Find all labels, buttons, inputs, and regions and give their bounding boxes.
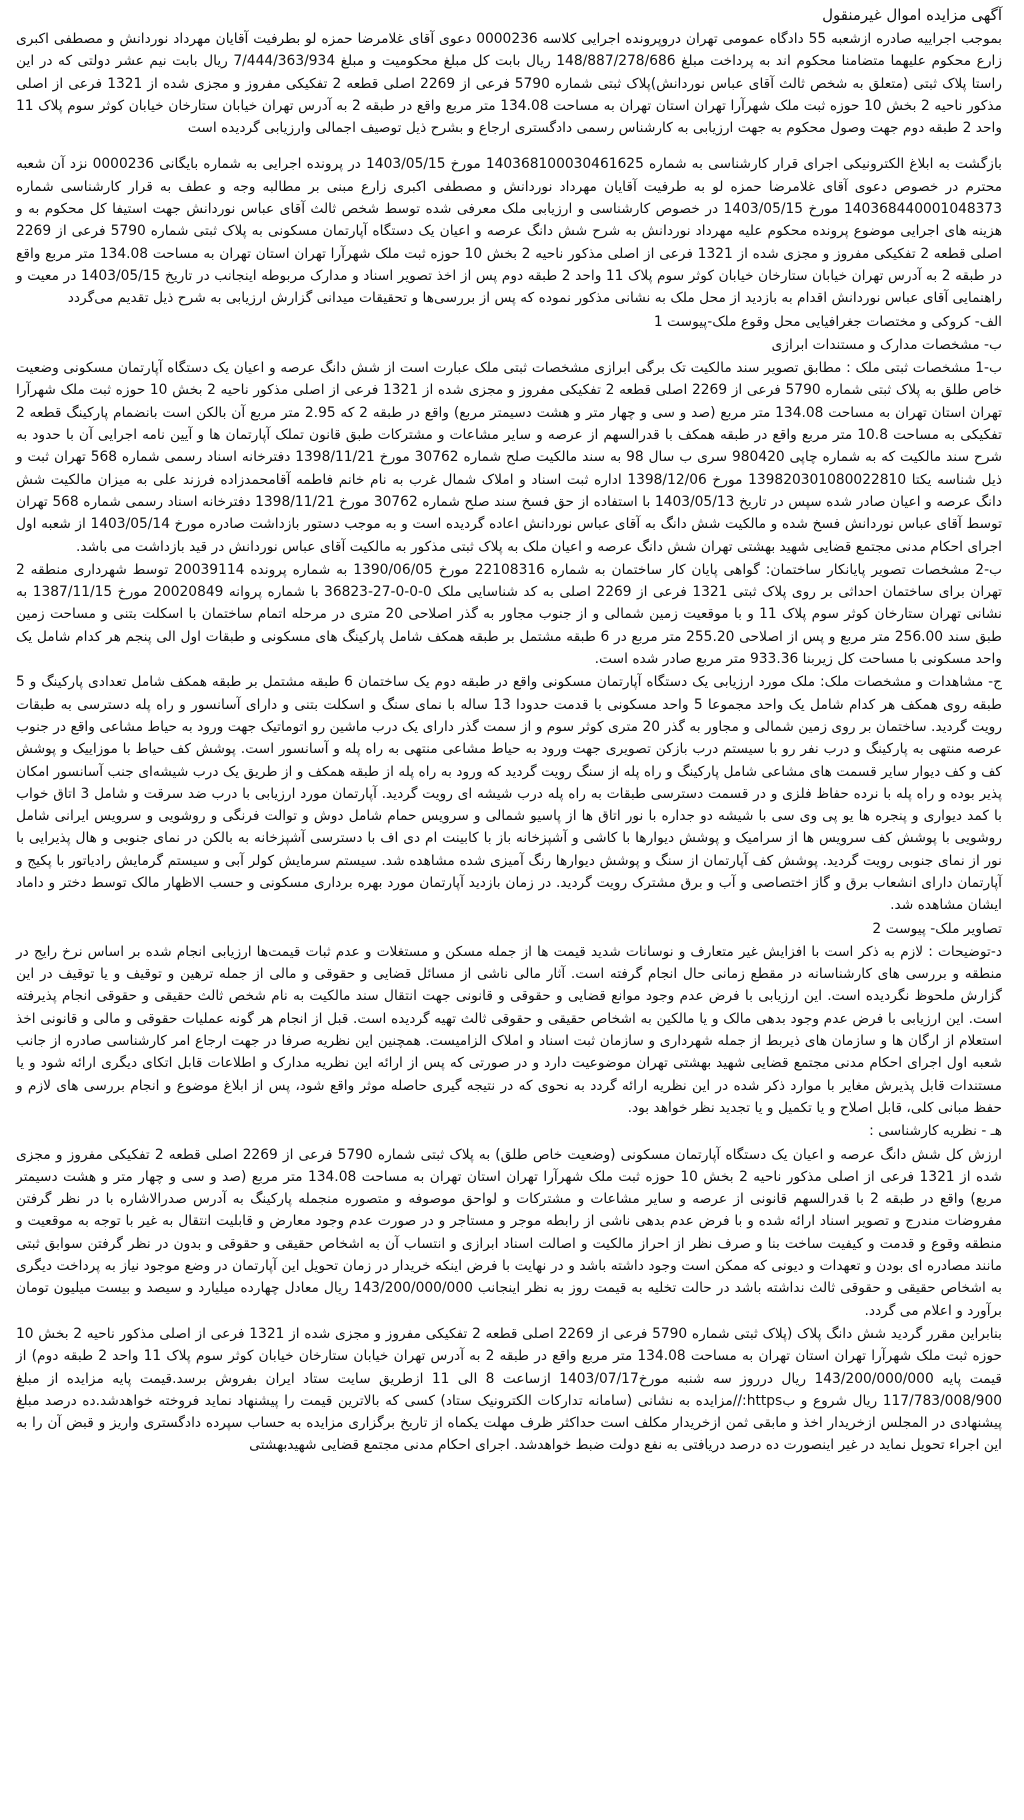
observations-paragraph: ج- مشاهدات و مشخصات ملک: ملک مورد ارزیابی یک دستگاه آپارتمان مسکونی واقع در طبقه دوم یک ساختمان 6 طبقه مشتمل بر طبقه همکف شامل تعدادی پارکینگ و 5 طبقه روی همکف هر کدام شامل یک واحد مجموعا 5 واحد مسکونی با قدمت حدودا 13 ساله با نمای سنگ و اسکلت بتنی و دارای آسانسور و راه پله دسترسی به طبقات رویت گردید. ساختمان بر روی زمین شمالی و مجاور به گذر 20 متری کوثر سوم و از سمت گذر دارای یک درب ماشین رو اتوماتیک جهت ورود به حیاط مشاعی واقع در جنوب عرصه منتهی به پارکینگ و درب نفر رو با سیستم درب بازکن تصویری جهت ورود به حیاط مشاعی منتهی به راه پله و آسانسور است. پوشش کف حیاط با موزاییک و پوشش کف و کف دیوار سایر قسمت های مشاعی شامل پارکینگ و راه پله از سنگ رویت گردید که ورود به راه پله از طبقه همکف و از طریق یک درب شیشه‌ای جنب آسانسور امکان پذیر بوده و راه پله با نرده حفاظ فلزی و در قسمت دسترسی طبقات به راه پله درب شیشه ای رویت گردید. آپارتمان مورد ارزیابی با درب ضد سرقت و شامل 3 اتاق خواب با کمد دیواری و پنجره ها یو پی وی سی با شیشه دو جداره با نور اتاق ها از پاسیو شمالی و سرویس حمام شامل دوش و توالت فرنگی و روشویی و سرویس ایرانی شامل روشویی با پوشش کف سرویس ها از سرامیک و پوشش دیوارها با کاشی و آشپزخانه باز با کابینت ام دی اف با دسترسی آشپزخانه به بالکن در نمای جنوبی و هال پذیرایی با نور از نمای جنوبی رویت گردید. پوشش کف آپارتمان از سنگ و پوشش دیوارها رنگ آمیزی شده مشاهده شد. سیستم سرمایش کولر آبی و سیستم گرمایش رادیاتور با پکیج و آپارتمان دارای انشعاب برق و گاز اختصاصی و آب و برق مشترک رویت گردید. در زمان بازدید آپارتمان مورد بهره برداری مسکونی و حسب الاظهار مالک توسط دختر و داماد ایشان مشاهده شد.: [16, 674, 1002, 914]
section-alef-heading: الف- کروکی و مختصات جغرافیایی محل وقوع ملک-پیوست 1: [653, 313, 1002, 330]
section-be-heading: ب- مشخصات مدارک و مستندات ابرازی: [771, 336, 1002, 353]
document-title: آگهی مزایده اموال غیرمنقول: [822, 6, 1002, 24]
expert-opinion-heading: هـ - نظریه کارشناسی :: [869, 1123, 1002, 1140]
completion-certificate-paragraph: ب-2 مشخصات تصویر پایانکار ساختمان: گواهی پایان کار ساختمان به شماره 22108316 مورخ 1390/06/05 به شماره پرونده 20039114 توسط شهرداری منطقه 2 تهران برای ساختمان احداثی بر روی پلاک ثبتی 1321 فرعی از 2269 اصلی به کد شناسایی ملک 0-0-0-27-36823 با شماره پروانه 20020849 مورخ 1387/11/15 به نشانی تهران ستارخان کوثر سوم پلاک 11 و با موقعیت زمین شمالی و از جنوب مجاور به گذر اصلاحی 20 متری در مرحله اتمام ساختمان با اسکلت بتنی و مساحت زمین طبق سند 256.00 متر مربع و پس از اصلاحی 255.20 متر مربع در 6 طبقه مشتمل بر طبقه همکف شامل پارکینگ های مسکونی و طبقات اول الی پنجم هر کدام شامل یک واحد مسکونی با مساحت کل زیربنا 933.36 متر مربع صادر شده است.: [16, 561, 1003, 668]
expert-opinion-paragraph: ارزش کل شش دانگ عرصه و اعیان یک دستگاه آپارتمان مسکونی (وضعیت خاص طلق) به پلاک ثبتی شماره 5790 فرعی از 2269 اصلی قطعه 2 تفکیکی مفروز و مجزی شده از 1321 فرعی از اصلی مذکور ناحیه 2 بخش 10 حوزه ثبت ملک شهرآرا تهران استان تهران به مساحت 134.08 متر مربع (صد و سی و چهار متر و هشت دسیمتر مربع) واقع در طبقه 2 با قدرالسهم قانونی از عرصه و سایر مشاعات و مشترکات و لواحق موصوفه و متصوره منجمله پارکینگ به آدرس صدرالاشاره با در نظر گرفتن مفروضات مندرج و تصویر اسناد ارائه شده و با فرض عدم بدهی ناشی از رابطه موجر و مستاجر و در صورت عدم وجود معارض و قابلیت انتقال به غیر با توجه به موقعیت و منطقه وقوع و قدمت و کیفیت ساخت بنا و صرف نظر از احراز مالکیت و اصالت اسناد ابرازی و انتساب آن به اشخاص حقیقی و حقوقی و بدون در نظر گرفتن سوابق ثبتی مانند مصادره ای بودن و تعهدات و دیونی که ممکن است وجود داشته باشد و در نهایت با فرض اینکه خریدار در زمان تحویل این آپارتمان در وضع موجود نیاز به پرداخت دیگری به اشخاص حقیقی و حقوقی ثالث نداشته باشد در حالت تخلیه به قیمت روز به نظر اینجانب 143/200/000/000 ریال معادل چهارده میلیارد و سیصد و بیست میلیون تومان برآورد و اعلام می گردد.: [16, 1146, 1003, 1319]
explanations-paragraph: د-توضیحات : لازم به ذکر است با افزایش غیر متعارف و نوسانات شدید قیمت ها از جمله مسکن و مستغلات و عدم ثبات قیمت‌ها ارزیابی انجام شده بر اساس نرخ رایج در منطقه و بررسی های کارشناسانه در مقطع زمانی حال انجام گرفته است. آثار مالی ناشی از مسائل قضایی و حقوقی و مالی از جمله ترهین و توقیف و یا توقیف در این گزارش ملحوظ نگردیده است. این ارزیابی با فرض عدم وجود موانع قضایی و حقوقی و قانونی جهت انتقال سند مالکیت به نام شخص ثالث حقیقی و حقوقی انجام پذیرفته است. این ارزیابی با فرض عدم وجود بدهی مالک و یا مالکین به اشخاص حقیقی و حقوقی ثالث تهیه گردیده است. قبل از انجام هر گونه عملیات حقوقی و مالی و قانونی اخذ استعلام از ارگان ها و سازمان های ذیربط از جمله شهرداری و سازمان ثبت اسناد و املاک الزامیست. همچنین این نظریه صرفا در جهت ارجاع امر کارشناسی صادره از جانب شعبه اول اجرای احکام مدنی مجتمع قضایی شهید بهشتی تهران موضوعیت دارد و در صورتی که پس از ارائه این نظریه مدارک و اطلاعات قابل اتکای دیگری ارائه شود و یا مستندات قابل پذیرش مغایر با موارد ذکر شده در این نظریه ارائه گردد به نحوی که در نتیجه گیری حاصله موثر واقع شود، پس از ابلاغ موضوع و انجام بررسی های لازم و حفظ مبانی کلی، قابل اصلاح و یا تکمیل و یا تجدید نظر خواهد بود.: [16, 943, 1002, 1116]
registration-details-paragraph: ب-1 مشخصات ثبتی ملک : مطابق تصویر سند مالکیت تک برگی ابرازی مشخصات ثبتی ملک عبارت است از شش دانگ عرصه و اعیان یک دستگاه آپارتمان مسکونی وضعیت خاص طلق به پلاک ثبتی شماره 5790 فرعی از 2269 اصلی قطعه 2 تفکیکی مفروز و مجزی شده از 1321 فرعی از اصلی مذکور ناحیه 2 بخش 10 حوزه ثبت ملک شهرآرا تهران استان تهران به مساحت 134.08 متر مربع (صد و سی و چهار متر و هشت دسیمتر مربع) واقع در طبقه 2 که 2.95 متر مربع آن بالکن است بانضمام پارکینگ قطعه 2 تفکیکی به مساحت 10.8 متر مربع واقع در طبقه همکف با قدرالسهم از عرصه و سایر مشاعات و مشترکات طبق قانون تملک آپارتمان ها و آیین نامه اجرایی آن با حدود به شرح سند مالکیت که به شماره چاپی 980420 سری ب سال 98 به سند مالکیت صلح شماره 30762 مورخ 1398/11/21 دفترخانه اسناد رسمی شماره 568 تهران ثبت و ذیل شناسه یکتا 139820301080022810 مورخ 1398/12/06 اداره ثبت اسناد و املاک شمال غرب به نام خانم فاطمه آقامحمدزاده فرزند علی به میزان مالکیت شش دانگ عرصه و اعیان صادر شده سپس در تاریخ 1403/05/13 با استفاده از حق فسخ سند صلح شماره 30762 مورخ 1398/11/21 دفترخانه اسناد رسمی شماره 568 تهران توسط آقای عباس نوردانش فسخ شده و مالکیت شش دانگ به آقای عباس نوردانش اعاده گردیده است و به موجب دستور بازداشت صادره مورخ 1403/05/14 از شعبه اول اجرای احکام مدنی مجتمع قضایی شهید بهشتی تهران شش دانگ عرصه و اعیان ملک به پلاک ثبتی مذکور به مالکیت آقای عباس نوردانش در قید بازداشت می باشد.: [16, 360, 1003, 555]
auction-terms-paragraph: بنابراین مقرر گردید شش دانگ پلاک (پلاک ثبتی شماره 5790 فرعی از 2269 اصلی قطعه 2 تفکیکی مفروز و مجزی شده از 1321 فرعی از اصلی مذکور ناحیه 2 بخش 10 حوزه ثبت ملک شهرآرا تهران استان تهران به مساحت 134.08 متر مربع واقع در طبقه 2 به آدرس تهران خیابان ستارخان خیابان کوثر سوم پلاک 11 واحد 2 طبقه دوم) از قیمت پایه 143/200/000/000 ریال درروز سه شنبه مورخ1403/07/17 ازساعت 8 الی 11 ازطریق سایت ستاد ایران بفروش برسد.قیمت پایه مزایده از مبلغ 117/783/008/900 ریال شروع و ب‌https://مزایده به نشانی (سامانه تدارکات الکترونیک ستاد) کسی که بالاترین قیمت را پیشنهاد نماید فروخته خواهدشد.ده درصد مبلغ پیشنهادی در المجلس ازخریدار اخذ و مابقی ثمن ازخریدار مکلف است حداکثر ظرف مهلت یکماه از تاریخ برگزاری مزایده به حساب سپرده دادگستری واریز و قبض آن را به این اجراء تحویل نماید در غیر اینصورت ده درصد دریافتی به نفع دولت ضبط خواهدشد. اجرای احکام مدنی مجتمع قضایی شهیدبهشتی: [16, 1325, 1003, 1454]
referral-paragraph: بازگشت به ابلاغ الکترونیکی اجرای قرار کارشناسی به شماره 140368100030461625 مورخ 1403/05/15 در پرونده اجرایی به شماره بایگانی 0000236 نزد آن شعبه محترم در خصوص دعوی آقای غلامرضا حمزه لو به طرفیت آقایان مهرداد نوردانش و مصطفی اکبری زارع مبنی بر مطالبه وجه و عطف به قرار کارشناسی شماره 140368440001048373 مورخ 1403/05/15 در خصوص کارشناسی و ارزیابی ملک معرفی شده توسط شخص ثالث آقای عباس نوردانش جهت استیفا کل محکوم به و هزینه های اجرایی موضوع پرونده محکوم علیه مهرداد نوردانش به شرح شش دانگ عرصه و اعیان یک دستگاه آپارتمان مسکونی به پلاک ثبتی شماره 5790 فرعی از 2269 اصلی قطعه 2 تفکیکی مفروز و مجزی شده از 1321 فرعی از اصلی مذکور ناحیه 2 بخش 10 حوزه ثبت ملک شهرآرا تهران استان تهران به مساحت 134.08 متر مربع واقع در طبقه 2 به آدرس تهران خیابان ستارخان خیابان کوثر سوم پلاک 11 واحد 2 طبقه دوم پس از اخذ تصویر اسناد و مدارک مربوطه اینجانب در تاریخ 1403/05/15 در معیت و راهنمایی آقای عباس نوردانش اقدام به بازدید از محل ملک به نشانی مذکور نموده که پس از بررسی‌ها و تحقیقات میدانی گزارش ارزیابی به شرح ذیل تقدیم می‌گردد: [16, 156, 1003, 307]
intro-paragraph: بموجب اجراییه صادره ازشعبه 55 دادگاه عمومی تهران دروپرونده اجرایی کلاسه 0000236 دعوی آقای غلامرضا حمزه لو بطرفیت آقایان مهرداد نوردانش و مصطفی اکبری زارع محکوم علیهما متضامنا محکوم اند به پرداخت مبلغ 148/887/278/686 ریال بابت کل مبلغ محکومیت و مبلغ 7/444/363/934 ریال بابت نیم عشر دولتی که در این راستا پلاک ثبتی (متعلق به شخص ثالث آقای عباس نوردانش)پلاک ثبتی شماره 5790 فرعی از 2269 اصلی قطعه 2 تفکیکی مفروز و مجزی شده از 1321 فرعی از اصلی مذکور ناحیه 2 بخش 10 حوزه ثبت ملک شهرآرا تهران استان تهران به مساحت 134.08 متر مربع واقع در طبقه 2 به آدرس تهران خیابان ستارخان خیابان کوثر سوم پلاک 11 واحد 2 طبقه دوم جهت وصول محکوم به جهت ارزیابی به کارشناس رسمی دادگستری ارجاع و بشرح ذیل توصیف اجمالی وارزیابی گردیده است: [16, 31, 1003, 137]
photos-heading: تصاویر ملک- پیوست 2: [872, 920, 1002, 937]
